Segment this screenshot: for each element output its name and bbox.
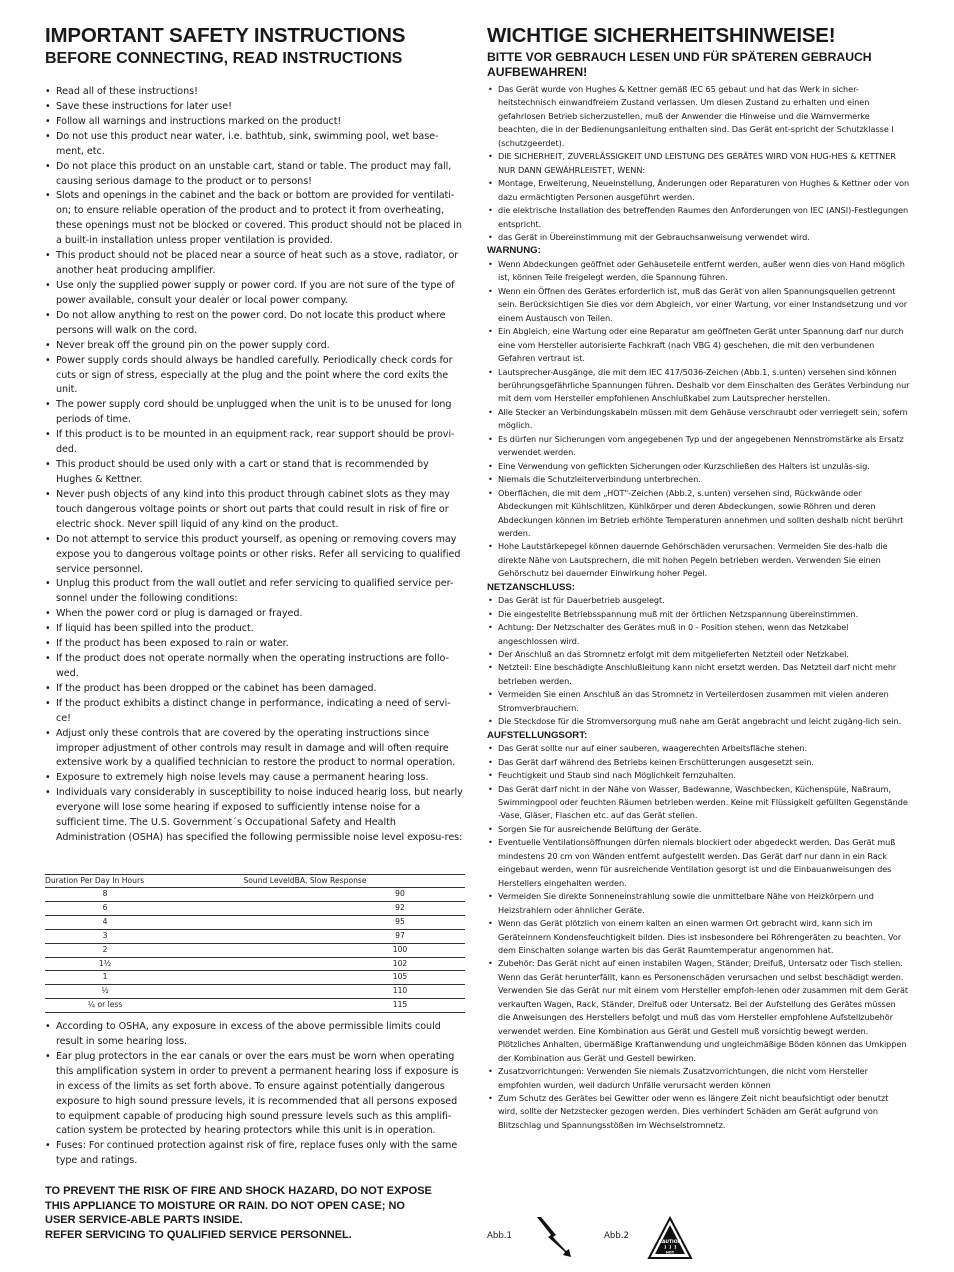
de-netz-heading: NETZANSCHLUSS: — [487, 581, 575, 593]
sound-level-cell: 90 — [165, 888, 465, 902]
en-instruction-item: • If the product does not operate normally when the operating instructions are follo-wed. — [45, 652, 465, 682]
de-warnung-item: • Wenn Abdeckungen geöffnet oder Gehäuseteile entfernt werden, außer wenn dies von Hand möglich ist, können Teile freigelegt werden, die Spannung führen. — [487, 258, 910, 285]
en-instruction-item: • If the product has been exposed to rain or water. — [45, 637, 465, 652]
de-aufstell-item: • Zum Schutz des Gerätes bei Gewitter oder wenn es längere Zeit nicht beaufsichtigt oder benutzt wird, sollte der Netzstecker gezogen werden. Dies verhindert Schäden am Gerät aufgrund von Blitzschlag und Spannungsstößen im Wechselstromnetz. — [487, 1092, 910, 1132]
duration-cell: 3 — [45, 929, 165, 943]
de-subtitle: BITTE VOR GEBRAUCH LESEN UND FÜR SPÄTEREN GEBRAUCH AUFBEWAHREN! — [487, 50, 872, 79]
de-warnung-item: • Wenn ein Öffnen des Gerätes erforderlich ist, muß das Gerät von allen Spannungsquellen getrennt sein. Berücksichtigen Sie dies vor dem Abgleich, vor einer Wartung, vor einer Instandsetzung und vor einem Austausch von Teilen. — [487, 285, 910, 325]
de-intro-item: • das Gerät in Übereinstimmung mit der Gebrauchsanweisung verwendet wird. — [487, 231, 910, 244]
de-warnung-item: • Ein Abgleich, eine Wartung oder eine Reparatur am geöffneten Gerät unter Spannung darf nur durch eine vom Hersteller autorisierte Fachkraft (nach VBG 4) geschehen, die mit den verbundenen Gefahren vertraut ist. — [487, 325, 910, 365]
en-title: IMPORTANT SAFETY INSTRUCTIONS — [45, 24, 406, 47]
de-aufstell-item: • Zusatzvorrichtungen: Verwenden Sie niemals Zusatzvorrichtungen, die nicht vom Hersteller empfohlen wurden, weil dadurch Unfälle verursacht werden können — [487, 1065, 910, 1092]
duration-cell: ¼ or less — [45, 999, 165, 1013]
de-aufstell-heading: AUFSTELLUNGSORT: — [487, 729, 588, 741]
noise-exposure-table — [45, 874, 465, 1013]
en-instruction-item: • Slots and openings in the cabinet and the back or bottom are provided for ventilati-on; to ensure reliable operation of the product and to protect it from overheating, these openings must not be blocked or covered. This product should not be placed in a built-in installation unless proper ventilation is provided. — [45, 189, 465, 249]
de-aufstell-item: • Zubehör: Das Gerät nicht auf einen instabilen Wagen, Ständer, Dreifuß, Untersatz oder Tisch stellen. Wenn das Gerät herunterfällt, kann es Personenschäden verursachen und selbst beschädigt werden. Verwenden Sie das Gerät nur mit einem vom Hersteller empfoh-lenen oder zusammen mit dem Gerät verkauften Wagen, Rack, Ständer, Dreifuß oder Untersatz. Bei der Aufstellung des Gerätes müssen die Anweisungen des Herstellers befolgt und muß das vom Hersteller empfohlene Aufstellzubehör verwendet werden. Eine Kombination aus Gerät und Gestell muß vorsichtig bewegt werden. Plötzliches Anhalten, übermäßige Kraftanwendung und ungleichmäßige Böden können das Umkippen der Kombination aus Gerät und Gestell bewirken. — [487, 957, 910, 1065]
noise-table-row — [45, 971, 465, 985]
de-aufstell-item: • Das Gerät sollte nur auf einer sauberen, waagerechten Arbeitsfläche stehen. — [487, 742, 910, 755]
en-instruction-item: • Never push objects of any kind into this product through cabinet slots as they may touch dangerous voltage points or short out parts that could result in risk of fire or electric shock. Never spill liquid of any kind on the product. — [45, 488, 465, 533]
noise-table-header-level: Sound LeveldBA, Slow Response — [165, 875, 465, 888]
en-instruction-item: • If liquid has been spilled into the product. — [45, 622, 465, 637]
de-netz-item: • Das Gerät ist für Dauerbetrieb ausgelegt. — [487, 594, 910, 607]
hot-text: HOT — [665, 1250, 675, 1255]
de-warnung-list — [487, 258, 910, 581]
de-aufstell-item: • Wenn das Gerät plötzlich von einem kalten an einen warmen Ort gebracht wird, kann sich im Geräteinnern Kondensfeuchtigkeit bilden. Dies ist insbesondere bei Röhrengeräten zu beachten. Vor dem Einschalten solange warten bis das Gerät Raumtemperatur angenommen hat. — [487, 917, 910, 957]
de-aufstell-list — [487, 742, 910, 1132]
noise-table-row — [45, 957, 465, 971]
de-netz-item: • Netzteil: Eine beschädigte Anschlußleitung kann nicht ersetzt werden. Das Netzteil darf nicht mehr betrieben werden. — [487, 661, 910, 688]
de-aufstell-item: • Das Gerät darf nicht in der Nähe von Wasser, Badewanne, Waschbecken, Küchenspüle, Naßraum, Swimmingpool oder feuchten Räumen betrieben werden. Keine mit Flüssigkeit gefüllten Gegenstände -Vase, Gläser, Flaschen etc. auf das Gerät stellen. — [487, 783, 910, 823]
symbol-figures — [487, 1215, 910, 1265]
sound-level-cell: 100 — [165, 943, 465, 957]
de-netz-item: • Der Anschluß an das Stromnetz erfolgt mit dem mitgelieferten Netzteil oder Netzkabel. — [487, 648, 910, 661]
duration-cell: 6 — [45, 901, 165, 915]
en-instruction-item: • Do not place this product on an unstable cart, stand or table. The product may fall, causing serious damage to the product or to persons! — [45, 160, 465, 190]
duration-cell: 2 — [45, 943, 165, 957]
de-warnung-item: • Niemals die Schutzleiterverbindung unterbrechen. — [487, 473, 910, 486]
de-warnung-item: • Hohe Lautstärkepegel können dauernde Gehörschäden verursachen. Vermeiden Sie des-halb die direkte Nähe von Lautsprechern, die mit hohen Pegeln betrieben werden. Verwenden Sie einen Gehörschutz bei dauernder Einwirkung hoher Pegel. — [487, 540, 910, 580]
de-warnung-heading: WARNUNG: — [487, 245, 541, 257]
noise-table-row — [45, 915, 465, 929]
noise-table-row — [45, 888, 465, 902]
de-body — [487, 83, 910, 1132]
en-instruction-item: • Do not allow anything to rest on the power cord. Do not locate this product where persons will walk on the cord. — [45, 309, 465, 339]
de-aufstell-item: • Feuchtigkeit und Staub sind nach Möglichkeit fernzuhalten. — [487, 769, 910, 782]
duration-cell: 1½ — [45, 957, 165, 971]
duration-cell: 1 — [45, 971, 165, 985]
en-instruction-list-2 — [45, 1020, 465, 1169]
en-instruction-item: • Power supply cords should always be handled carefully. Periodically check cords for cuts or sign of stress, especially at the plug and the point where the cord exits the unit. — [45, 354, 465, 399]
de-netz-item: • Die eingestellte Betriebsspannung muß mit der örtlichen Netzspannung übereinstimmen. — [487, 608, 910, 621]
de-warnung-item: • Eine Verwendung von geflickten Sicherungen oder Kurzschließen des Halters ist unzuläs-sig. — [487, 460, 910, 473]
en-instruction-item: • According to OSHA, any exposure in excess of the above permissible limits could result in some hearing loss. — [45, 1020, 465, 1050]
noise-table-row — [45, 901, 465, 915]
sound-level-cell: 102 — [165, 957, 465, 971]
noise-table-row — [45, 985, 465, 999]
en-instruction-item: • This product should be used only with a cart or stand that is recommended by Hughes & Kettner. — [45, 458, 465, 488]
en-instruction-item: • Do not use this product near water, i.e. bathtub, sink, swimming pool, wet base-ment, etc. — [45, 130, 465, 160]
en-instruction-item: • Ear plug protectors in the ear canals or over the ears must be worn when operating this amplification system in order to prevent a permanent hearing loss if exposure is in excess of the limits as set forth above. To ensure against potentially dangerous exposure to high sound pressure levels, it is recommended that all persons exposed to equipment capable of producing high sound pressure levels such as this amplifi-cation system be protected by hearing protectors while this unit is in operation. — [45, 1050, 465, 1140]
de-intro-item: • DIE SICHERHEIT, ZUVERLÄSSIGKEIT UND LEISTUNG DES GERÄTES WIRD VON HUG-HES & KETTNER NUR DANN GEWÄHRLEISTET, WENN: — [487, 150, 910, 177]
noise-table-row — [45, 929, 465, 943]
de-warnung-item: • Oberflächen, die mit dem „HOT"-Zeichen (Abb.2, s.unten) versehen sind, Rückwände oder Abdeckungen mit Kühlschlitzen, Kühlkörper und deren Abdeckungen, sowie Röhren und deren Abdeckungen können im Betrieb erhöhte Temperaturen annehmen und sollten deshalb nicht berührt werden. — [487, 487, 910, 541]
abb2-label: Abb.2 — [604, 1231, 629, 1241]
en-instruction-item: • Read all of these instructions! — [45, 85, 465, 100]
de-intro-item: • Montage, Erweiterung, Neueinstellung, Änderungen oder Reparaturen von Hughes & Kettner oder von dazu ermächtigten Personen ausgeführt werden. — [487, 177, 910, 204]
de-warnung-item: • Lautsprecher-Ausgänge, die mit dem IEC 417/5036-Zeichen (Abb.1, s.unten) versehen sind können berührungsgefährliche Spannungen führen. Deshalb vor dem Einschalten des Gerätes Verbindung nur mit dem vom Hersteller empfohlenen Anschlußkabel zum Lautsprecher herstellen. — [487, 366, 910, 406]
abb1-label: Abb.1 — [487, 1231, 512, 1241]
hot-surface-caution-icon — [647, 1216, 693, 1260]
sound-level-cell: 115 — [165, 999, 465, 1013]
warning-line: USER SERVICE-ABLE PARTS INSIDE. — [45, 1214, 243, 1226]
de-warnung-item: • Es dürfen nur Sicherungen vom angegebenen Typ und der angegebenen Nennstromstärke als Ersatz verwendet werden. — [487, 433, 910, 460]
en-instruction-item: • The power supply cord should be unplugged when the unit is to be unused for long periods of time. — [45, 398, 465, 428]
lightning-bolt-icon — [531, 1215, 575, 1259]
en-instruction-item: • If the product exhibits a distinct change in performance, indicating a need of servi-ce! — [45, 697, 465, 727]
sound-level-cell: 97 — [165, 929, 465, 943]
en-instruction-item: • Never break off the ground pin on the power supply cord. — [45, 339, 465, 354]
duration-cell: ½ — [45, 985, 165, 999]
en-instruction-list — [45, 85, 465, 846]
en-instruction-item: • This product should not be placed near a source of heat such as a stove, radiator, or another heat producing amplifier. — [45, 249, 465, 279]
de-aufstell-item: • Vermeiden Sie direkte Sonneneinstrahlung sowie die unmittelbare Nähe von Heizkörpern und Heizstrahlern oder ähnlicher Geräte. — [487, 890, 910, 917]
en-instruction-item: • Adjust only these controls that are covered by the operating instructions since improper adjustment of other controls may result in damage and will often require extensive work by a qualified technician to restore the product to normal operation. — [45, 727, 465, 772]
de-netz-list — [487, 594, 910, 729]
en-instruction-item: • If this product is to be mounted in an equipment rack, rear support should be provi-ded. — [45, 428, 465, 458]
de-netz-item: • Achtung: Der Netzschalter des Gerätes muß in 0 - Position stehen, wenn das Netzkabel angeschlossen wird. — [487, 621, 910, 648]
de-intro-list — [487, 83, 910, 244]
de-intro-item: • die elektrische Installation des betreffenden Raumes den Anforderungen von IEC (ANSI)-Festlegungen entspricht. — [487, 204, 910, 231]
en-instruction-item: • Fuses: For continued protection against risk of fire, replace fuses only with the same type and ratings. — [45, 1139, 465, 1169]
noise-table-header-duration: Duration Per Day In Hours — [45, 875, 165, 888]
en-instruction-item: • When the power cord or plug is damaged or frayed. — [45, 607, 465, 622]
sound-level-cell: 105 — [165, 971, 465, 985]
en-instruction-item: • Exposure to extremely high noise levels may cause a permanent hearing loss. — [45, 771, 465, 786]
warning-line: TO PREVENT THE RISK OF FIRE AND SHOCK HAZARD, DO NOT EXPOSE — [45, 1185, 432, 1197]
noise-table-body — [45, 888, 465, 1013]
de-aufstell-item: • Eventuelle Ventilationsöffnungen dürfen niemals blockiert oder abgedeckt werden. Das Gerät muß mindestens 20 cm von Wänden entfernt aufgestellt werden. Das Gerät darf nur dann in ein Rack eingebaut werden, wenn für ausreichende Ventilation gesorgt ist und die Einbauanweisungen des Herstellers eingehalten werden. — [487, 836, 910, 890]
caution-text: CAUTION — [658, 1240, 682, 1245]
de-title: WICHTIGE SICHERHEITSHINWEISE! — [487, 24, 836, 47]
duration-cell: 4 — [45, 915, 165, 929]
en-instruction-item: • Unplug this product from the wall outlet and refer servicing to qualified service per-sonnel under the following conditions: — [45, 577, 465, 607]
sound-level-cell: 92 — [165, 901, 465, 915]
de-aufstell-item: • Das Gerät darf während des Betriebs keinen Erschütterungen ausgesetzt sein. — [487, 756, 910, 769]
en-instruction-item: • Use only the supplied power supply or power cord. If you are not sure of the type of power available, consult your dealer or local power company. — [45, 279, 465, 309]
noise-table-row — [45, 943, 465, 957]
en-instruction-item: • Save these instructions for later use! — [45, 100, 465, 115]
warning-line: REFER SERVICING TO QUALIFIED SERVICE PERSONNEL. — [45, 1228, 352, 1241]
de-aufstell-item: • Sorgen Sie für ausreichende Belüftung der Geräte. — [487, 823, 910, 836]
de-netz-item: • Die Steckdose für die Stromversorgung muß nahe am Gerät angebracht und leicht zugäng-lich sein. — [487, 715, 910, 728]
de-warnung-item: • Alle Stecker an Verbindungskabeln müssen mit dem Gehäuse verschraubt oder verriegelt sein, sofern möglich. — [487, 406, 910, 433]
en-instruction-item: • Individuals vary considerably in susceptibility to noise induced hearig loss, but nearly everyone will lose some hearing if exposed to sufficiently intense noise for a sufficient time. The U.S. Government´s Occupational Safety and Health Administration (OSHA) has specified the following permissible noise level exposu-res: — [45, 786, 465, 846]
duration-cell: 8 — [45, 888, 165, 902]
en-fire-shock-warning — [45, 1184, 465, 1242]
de-netz-item: • Vermeiden Sie einen Anschluß an das Stromnetz in Verteilerdosen zusammen mit vielen anderen Stromverbrauchern. — [487, 688, 910, 715]
sound-level-cell: 110 — [165, 985, 465, 999]
en-instruction-item: • If the product has been dropped or the cabinet has been damaged. — [45, 682, 465, 697]
de-intro-item: • Das Gerät wurde von Hughes & Kettner gemäß IEC 65 gebaut und hat das Werk in sicher-heitstechnisch einwandfreiem Zustand verlassen. Um diesen Zustand zu erhalten und einen gefahrlosen Betrieb sicherzustellen, muß der Anwender die Hinweise und die Warnvermerke beachten, die in der Bedienungsanleitung enthalten sind. Das Gerät ent-spricht der Schutzklasse I (schutzgeerdet). — [487, 83, 910, 150]
warning-line: THIS APPLIANCE TO MOISTURE OR RAIN. DO NOT OPEN CASE; NO — [45, 1199, 405, 1212]
en-subtitle: BEFORE CONNECTING, READ INSTRUCTIONS — [45, 50, 403, 67]
en-instruction-item: • Do not attempt to service this product yourself, as opening or removing covers may expose you to dangerous voltage points or other risks. Refer all servicing to qualified service personnel. — [45, 533, 465, 578]
en-instruction-item: • Follow all warnings and instructions marked on the product! — [45, 115, 465, 130]
sound-level-cell: 95 — [165, 915, 465, 929]
noise-table-row — [45, 999, 465, 1013]
